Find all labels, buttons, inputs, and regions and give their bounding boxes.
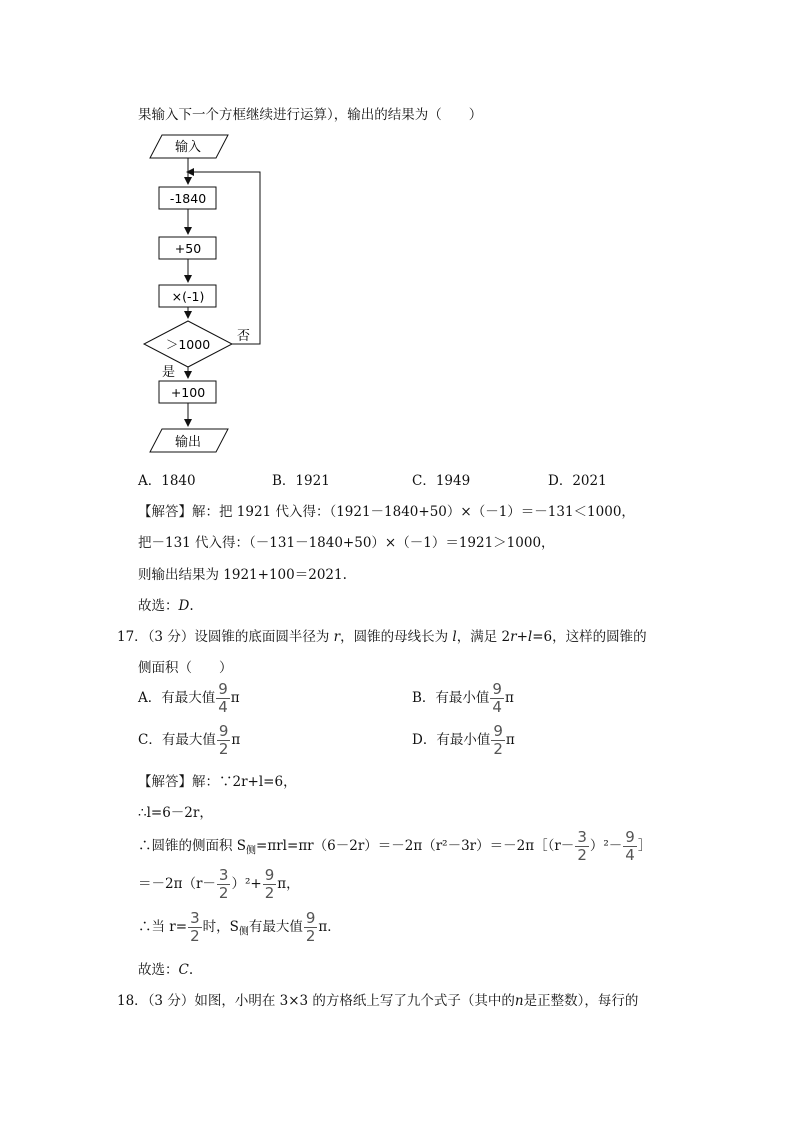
q17-stem-line2: 侧面积（ ） bbox=[138, 660, 233, 676]
q17-answer: 故选：C. bbox=[138, 962, 194, 978]
q17-solution-line4: ＝－2π（r－ $\frac{3}{2}$ ）²+ $\frac{9}{2}$ π， bbox=[138, 866, 300, 902]
q16-option-c: C．1949 bbox=[412, 473, 471, 489]
q17-solution-line1: 【解答】解：∵2r+l=6， bbox=[138, 774, 297, 790]
q16-solution-line1: 【解答】解：把 1921 代入得：（1921－1840+50）×（－1）＝－131＜1000， bbox=[138, 504, 635, 520]
q16-solution-line2: 把－131 代入得：（－131－1840+50）×（－1）＝1921＞1000， bbox=[138, 535, 555, 551]
svg-text:＞1000: ＞1000 bbox=[165, 337, 211, 352]
svg-text:+100: +100 bbox=[170, 385, 206, 400]
flowchart-no-label: 否 bbox=[237, 329, 251, 344]
q18-stem: 18．（3 分）如图，小明在 3×3 的方格纸上写了九个式子（其中的n是正整数），每行的 bbox=[117, 993, 639, 1009]
q17-solution-line5: ∴当 r= $\frac{3}{2}$ 时，$S_侧$有最大值 $\frac{9}{2}$ π． bbox=[138, 909, 341, 945]
q16-option-b: B．1921 bbox=[272, 473, 330, 489]
q16-option-d: D．2021 bbox=[548, 473, 607, 489]
svg-text:输出: 输出 bbox=[174, 435, 202, 450]
q16-option-a: A．1840 bbox=[138, 473, 196, 489]
flowchart-yes-label: 是 bbox=[162, 365, 176, 380]
q17-stem: 17．（3 分）设圆锥的底面圆半径为 r，圆锥的母线长为 l，满足 2r+l=6，这样的圆锥的 bbox=[117, 629, 647, 645]
q17-solution-line2: ∴l=6－2r， bbox=[138, 805, 213, 821]
q17-option-a: A．有最大值 $\frac{9}{4}$ π bbox=[138, 680, 240, 716]
flowchart-input-label: 输入 bbox=[174, 140, 202, 155]
question-16-intro: 果输入下一个方框继续进行运算），输出的结果为（ ） bbox=[138, 107, 483, 123]
flowchart bbox=[140, 130, 280, 460]
svg-text:+50: +50 bbox=[174, 241, 202, 256]
q17-option-b: B．有最小值 $\frac{9}{4}$ π bbox=[412, 680, 514, 716]
q17-option-c: C．有最大值 $\frac{9}{2}$ π bbox=[138, 722, 241, 758]
q17-option-d: D．有最小值 $\frac{9}{2}$ π bbox=[412, 722, 515, 758]
svg-text:-1840: -1840 bbox=[169, 191, 207, 206]
q17-solution-line3: ∴圆锥的侧面积 $S_侧=\pi rl=\pi r(6-2r)=-2\pi(r^2-3r)=-2\pi[(r-$ $\frac{3}{2}$ ）²－ $\frac{9}{4}$ ］ bbox=[138, 828, 652, 864]
svg-text:×(-1): ×(-1) bbox=[171, 289, 205, 304]
q16-solution-line3: 则输出结果为 1921+100＝2021. bbox=[138, 567, 347, 583]
q16-answer: 故选：D. bbox=[138, 598, 194, 614]
